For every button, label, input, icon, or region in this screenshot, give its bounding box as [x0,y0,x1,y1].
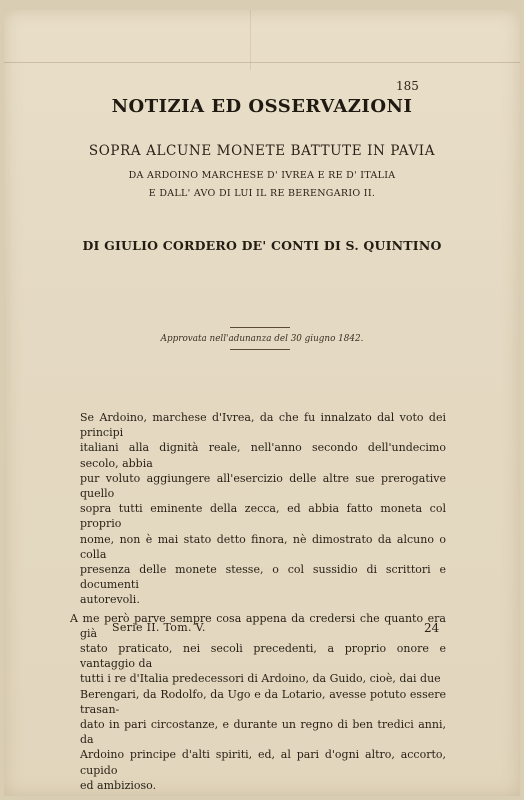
text-line: stato praticato, nei secoli precedenti, a proprio onore e vantaggio da [80,642,446,671]
page-title: NOTIZIA ED OSSERVAZIONI [111,96,413,117]
series-note: Serie II. Tom. V. [112,621,206,634]
body-text [70,410,446,793]
signature-mark: 24 [424,621,440,635]
text-line: italiani alla dignità reale, nell'anno secondo dell'undecimo secolo, abbia [80,441,446,470]
text-line: autorevoli. [80,593,140,607]
subtitle-line-3: E DALL' AVO DI LUI IL RE BERENGARIO II. [148,188,376,199]
text-line: A me però parve sempre cosa appena da credersi che quanto era già [70,611,446,640]
text-line: pur voluto aggiungere all'esercizio delle altre sue prerogative quello [80,471,446,501]
page-number: 185 [396,79,419,93]
text-line: ed ambizioso. [80,778,157,792]
paragraph-1 [80,410,446,608]
paragraph-2 [70,611,446,793]
text-line: nome, non è mai stato detto finora, nè dimostrato da alcuno o colla [80,532,446,561]
paper-fold [4,62,520,63]
text-line: Ardoino principe d'alti spiriti, ed, al pari d'ogni altro, accorto, cupido [80,748,446,777]
text-line: Berengari, da Rodolfo, da Ugo e da Lotario, avesse potuto essere trasan- [80,687,446,716]
approval-note: Approvata nell'adunanza del 30 giugno 1842. [160,334,364,344]
divider-bottom [230,349,290,350]
paper-crease [250,10,251,70]
subtitle: SOPRA ALCUNE MONETE BATTUTE IN PAVIA [88,143,436,159]
text-line: presenza delle monete stesse, o col sussidio di scrittori e documenti [80,563,446,592]
author-line: DI GIULIO CORDERO DE' CONTI DI S. QUINTINO [82,238,442,253]
text-line: tutti i re d'Italia predecessori di Ardoino, da Guido, cioè, dai due [80,672,441,686]
text-line: Se Ardoino, marchese d'Ivrea, da che fu innalzato dal voto dei principi [80,411,446,440]
subtitle-line-2: DA ARDOINO MARCHESE D' IVREA E RE D' ITALIA [128,170,396,181]
divider-top [230,327,290,328]
text-line: dato in pari circostanze, e durante un regno di ben tredici anni, da [80,718,446,747]
text-line: sopra tutti eminente della zecca, ed abbia fatto moneta col proprio [80,502,446,531]
